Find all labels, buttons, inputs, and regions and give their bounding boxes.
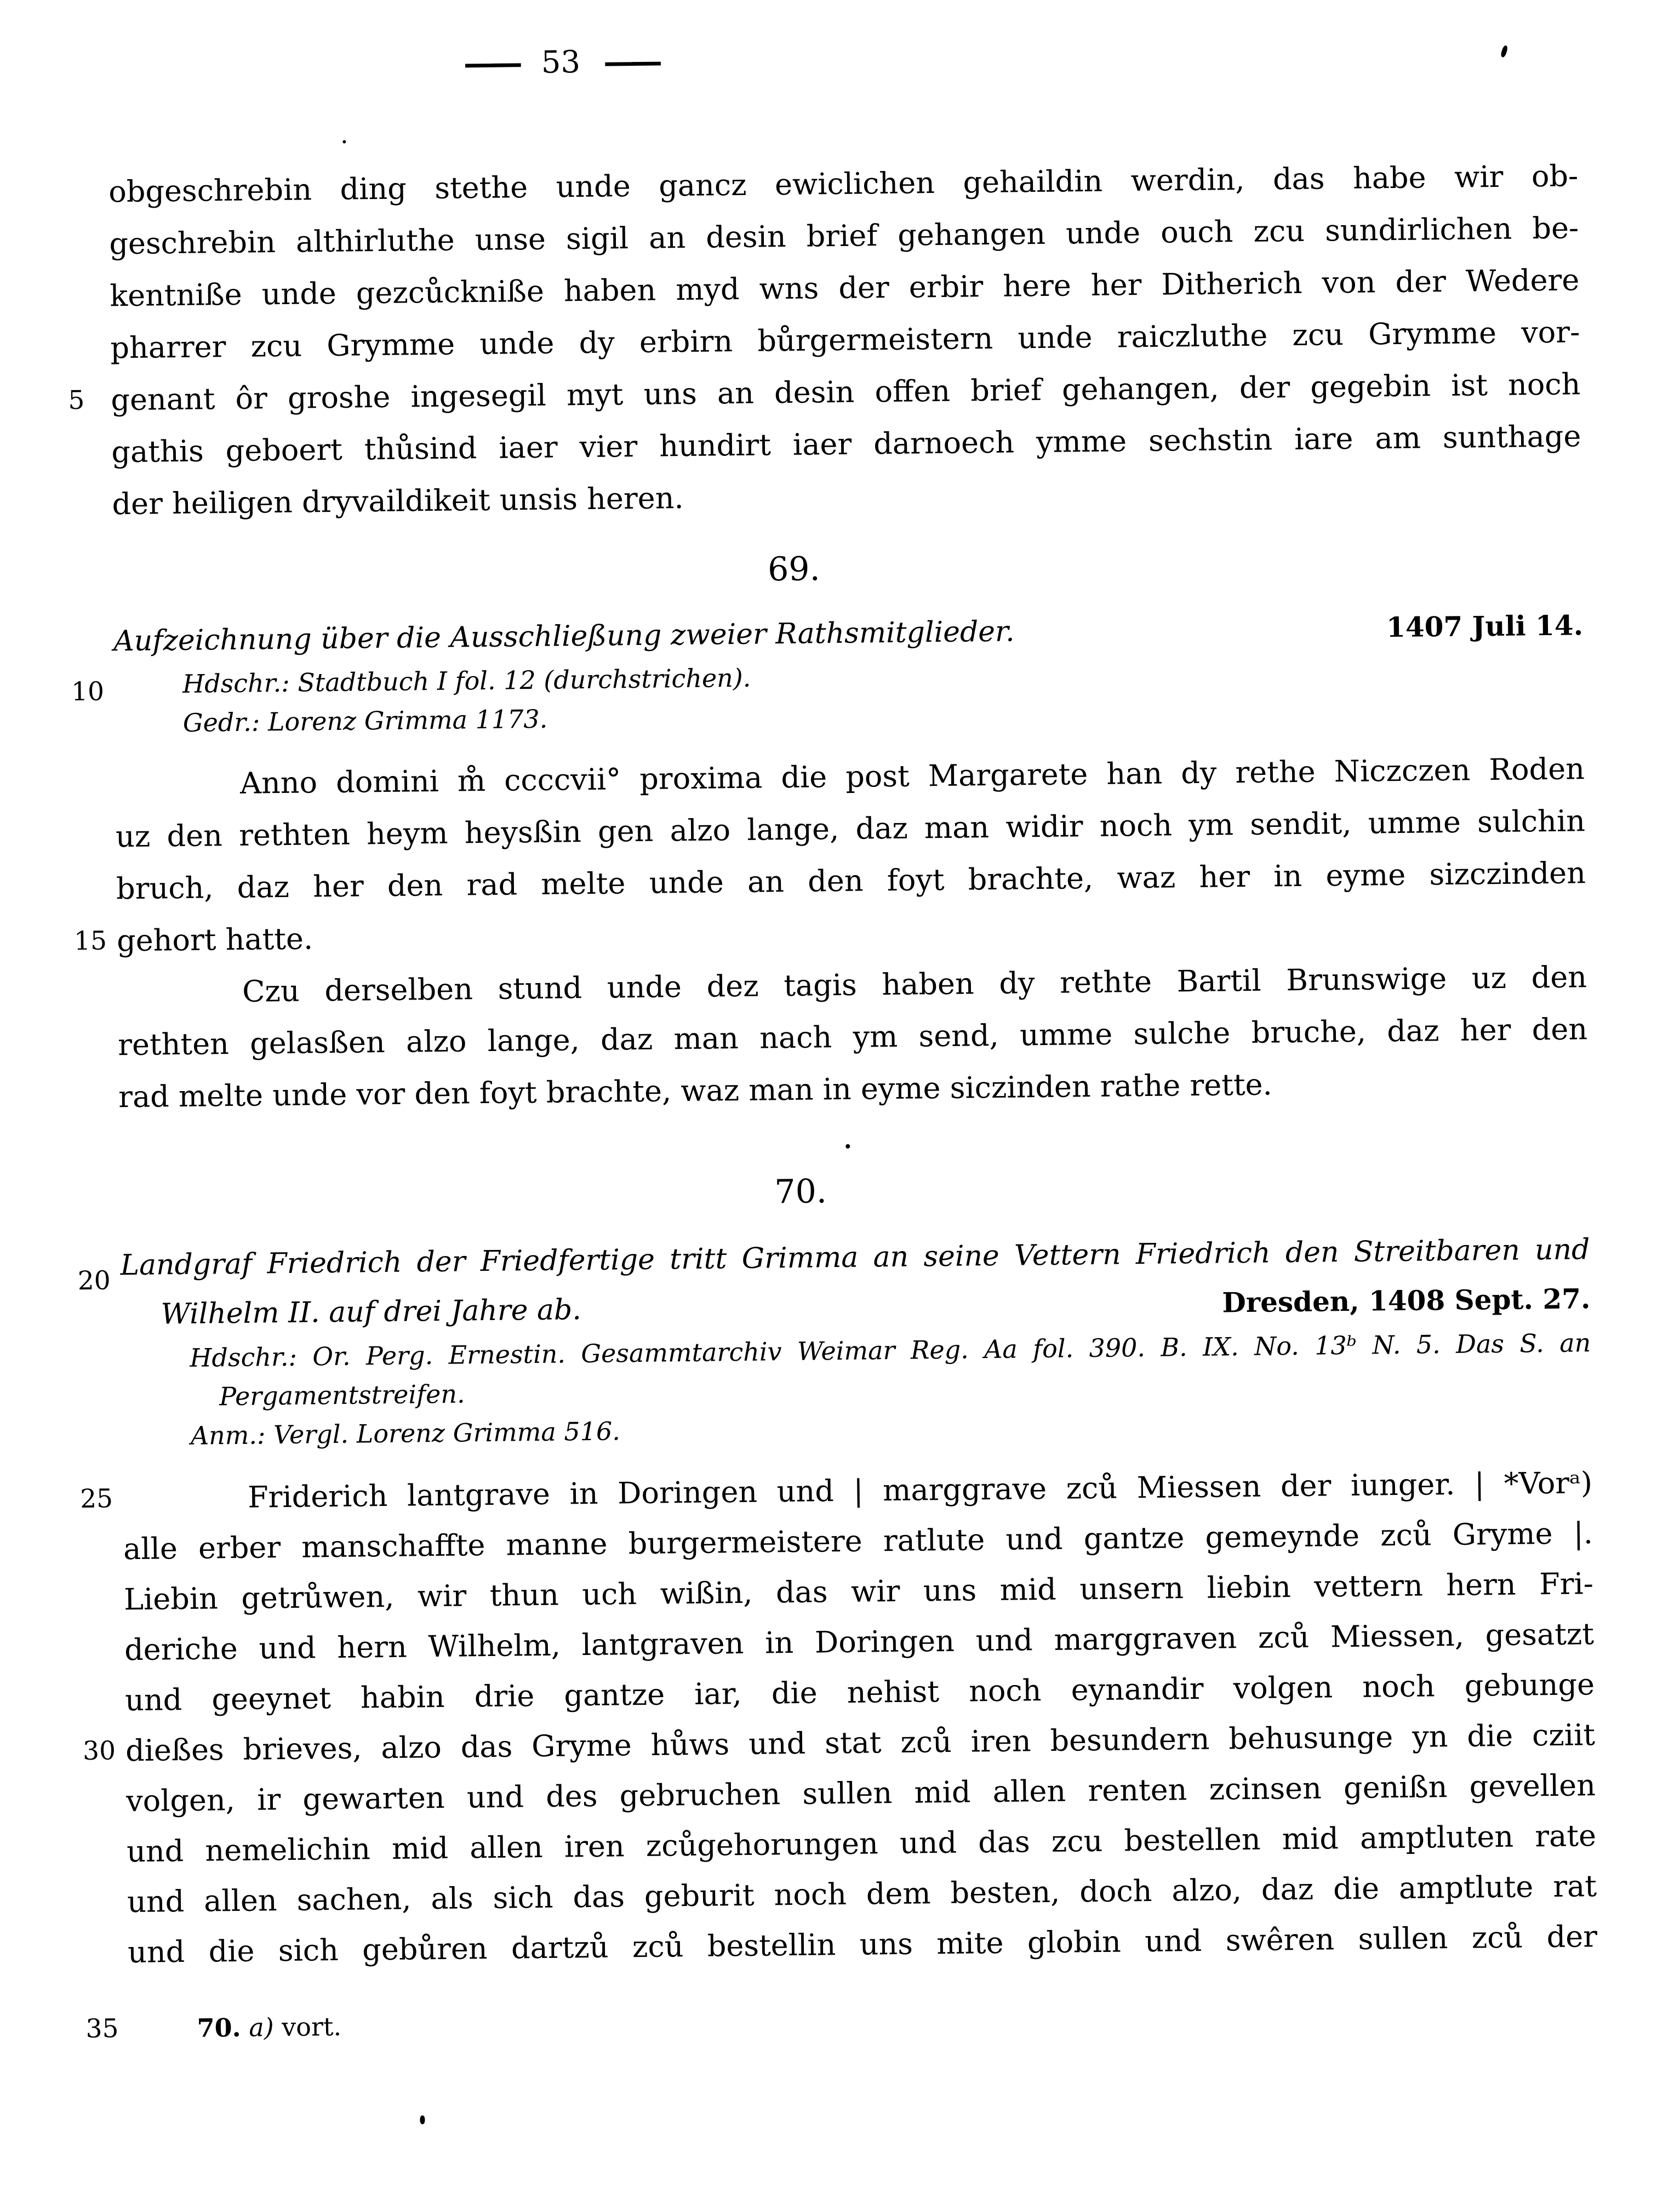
text-line: geschrebin althirluthe unse sigil an desin brief gehangen unde ouch zcu sundirlichen be- xyxy=(109,210,1579,261)
doc70-source-line: Anm.: Vergl. Lorenz Grimma 516. xyxy=(190,1416,621,1451)
section-number-69: 69. xyxy=(767,550,820,589)
text-line: und die sich gebůren dartzů zců bestellin uns mite globin und swêren sullen zců der xyxy=(127,1919,1598,1970)
text-line: alle erber manschaffte manne burgermeistere ratlute und gantze gemeynde zců Gryme |. xyxy=(123,1516,1593,1567)
footnote-row xyxy=(85,1994,1598,2048)
doc70-title-line2: Wilhelm II. auf drei Jahre ab. xyxy=(161,1293,582,1331)
line-number-35: 35 xyxy=(85,2013,119,2045)
doc69-source-line: Hdschr.: Stadtbuch I fol. 12 (durchstrichen). xyxy=(182,663,751,699)
text-line: Friderich lantgrave in Doringen und | marggrave zců Miessen der iunger. | *Vorᵃ) xyxy=(247,1465,1593,1515)
text-line: Anno domini m̊ ccccvii° proxima die post Margarete han dy rethe Niczczen Roden xyxy=(239,751,1585,801)
footnote-section-number: 70. xyxy=(197,2012,241,2043)
text-line: und allen sachen, als sich das geburit noch dem besten, doch alzo, daz die amptlute rat xyxy=(127,1869,1597,1920)
doc70-title-line1: Landgraf Friedrich der Friedfertige tritt Grimma an seine Vettern Friedrich den Streitbaren und xyxy=(120,1233,1590,1282)
text-line: bruch, daz her den rad melte unde an den foyt brachte, waz her in eyme sizczinden xyxy=(116,855,1586,906)
text-column xyxy=(68,150,1598,2048)
text-line: gehort hatte. xyxy=(116,921,313,958)
text-line: genant ôr groshe ingesegil myt uns an desin offen brief gehangen, der gegebin ist noch xyxy=(111,367,1581,418)
text-line: deriche und hern Wilhelm, lantgraven in Doringen und marggraven zců Miessen, gesatzt xyxy=(124,1617,1595,1668)
text-line: und geeynet habin drie gantze iar, die nehist noch eynandir volgen noch gebunge xyxy=(124,1667,1595,1718)
line-number-15: 15 xyxy=(73,926,107,957)
footnote-text: vort. xyxy=(281,2011,342,2042)
line-number-10: 10 xyxy=(71,676,105,707)
doc70-source-line: Hdschr.: Or. Perg. Ernestin. Gesammtarchiv Weimar Reg. Aa fol. 390. B. IX. No. 13ᵇ N. 5. Das S. an xyxy=(190,1328,1591,1373)
text-line: obgeschrebin ding stethe unde gancz ewiclichen gehaildin werdin, das habe wir ob- xyxy=(108,158,1579,209)
text-line: uz den rethten heym heysßin gen alzo lange, daz man widir noch ym sendit, umme sulchin xyxy=(115,803,1586,854)
text-line: Czu derselben stund unde dez tagis haben dy rethte Bartil Brunswige uz den xyxy=(242,960,1587,1009)
scan-speck xyxy=(420,2115,425,2124)
page-number: 53 xyxy=(541,44,581,81)
doc70-date: Dresden, 1408 Sept. 27. xyxy=(1222,1282,1591,1319)
line-number-20: 20 xyxy=(77,1265,111,1297)
scan-speck xyxy=(1500,45,1508,58)
header-dash-left: —— xyxy=(463,44,519,82)
text-line: kentniße unde gezcůckniße haben myd wns der erbir here her Ditherich von der Wedere xyxy=(110,262,1580,313)
text-line: rad melte unde vor den foyt brachte, waz man in eyme siczinden rathe rette. xyxy=(118,1067,1273,1115)
text-line: gathis geboert thůsind iaer vier hundirt iaer darnoech ymme sechstin iare am sunthage xyxy=(111,419,1581,470)
text-line: der heiligen dryvaildikeit unsis heren. xyxy=(112,481,684,522)
text-line: volgen, ir gewarten und des gebruchen sullen mid allen renten zcinsen genißn gevellen xyxy=(125,1768,1596,1819)
scan-speck xyxy=(342,140,346,144)
text-line: pharrer zcu Grymme unde dy erbirn bůrgermeistern unde raiczluthe zcu Grymme vor- xyxy=(110,315,1580,366)
line-number-30: 30 xyxy=(82,1735,116,1767)
text-line: und nemelichin mid allen iren zcůgehorungen und das zcu bestellen mid amptluten rate xyxy=(126,1818,1597,1869)
text-line: dießes brieves, alzo das Gryme hůws und stat zců iren besundern behusunge yn die cziit xyxy=(125,1717,1596,1768)
header-dash-right: —— xyxy=(603,42,659,81)
text-line: Liebin getrůwen, wir thun uch wißin, das wir uns mid unsern liebin vettern hern Fri- xyxy=(123,1566,1594,1617)
footnote-marker: a) xyxy=(248,2012,274,2042)
doc69-body xyxy=(73,743,1588,1123)
line-number-25: 25 xyxy=(79,1483,113,1515)
doc70-body xyxy=(79,1458,1598,1978)
footnote xyxy=(197,1994,1598,2047)
doc69-source-line: Gedr.: Lorenz Grimma 1173. xyxy=(182,704,548,738)
text-line: rethten gelasßen alzo lange, daz man nach ym send, umme sulche bruche, daz her den xyxy=(117,1012,1588,1063)
section-number-70: 70. xyxy=(774,1172,827,1212)
doc69-date: 1407 Juli 14. xyxy=(1386,609,1584,644)
scan-speck xyxy=(845,1144,850,1149)
page-header xyxy=(463,43,658,82)
doc69-title: Aufzeichnung über die Ausschließung zweier Rathsmitglieder. xyxy=(113,615,1015,658)
doc70-source-line: Pergamentstreifen. xyxy=(219,1379,465,1412)
line-number-5: 5 xyxy=(68,385,85,416)
